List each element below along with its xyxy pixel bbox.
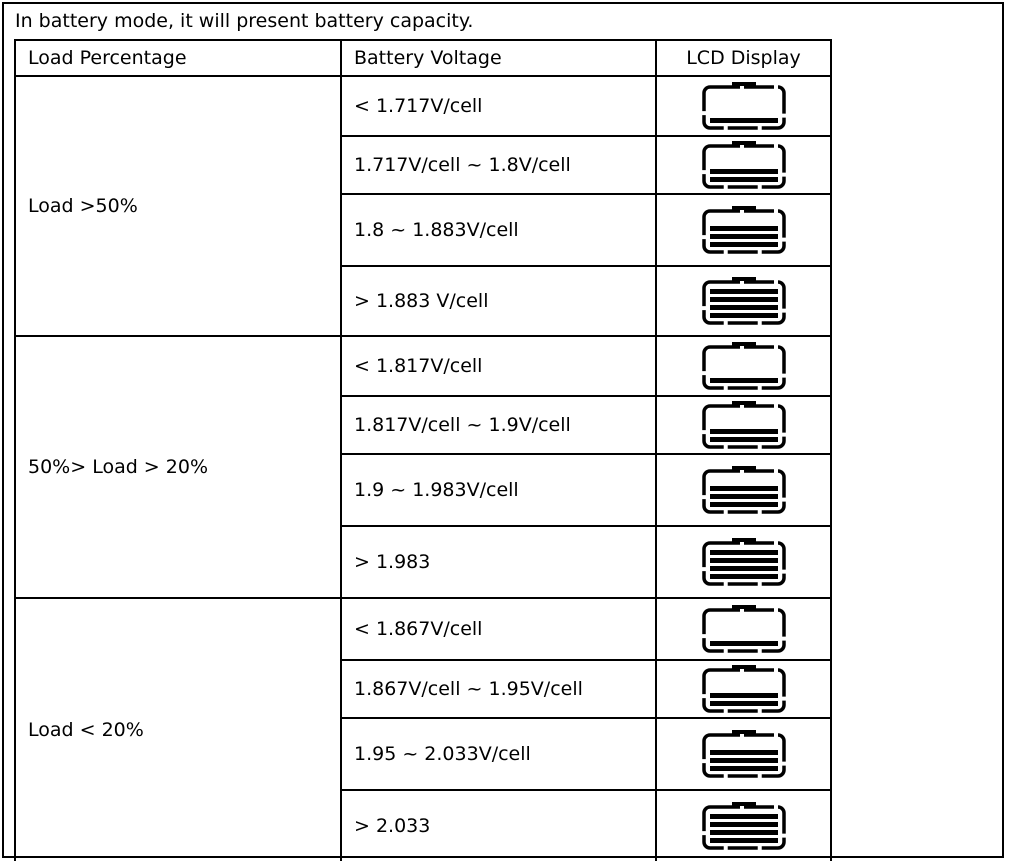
intro-text: In battery mode, it will present battery capacity.: [15, 10, 474, 32]
header-lcd-display: LCD Display: [657, 41, 832, 77]
battery-level-1-icon: [698, 340, 790, 392]
lcd-display-cell: [657, 455, 832, 527]
battery-level-4-icon: [698, 275, 790, 327]
battery-voltage-cell: > 1.983: [342, 527, 657, 599]
lcd-display-cell: [657, 661, 832, 719]
battery-level-4-icon: [698, 800, 790, 852]
battery-capacity-table: [14, 39, 832, 861]
load-group-label: Load < 20%: [16, 599, 342, 861]
battery-voltage-cell: < 1.817V/cell: [342, 337, 657, 397]
lcd-display-cell: [657, 397, 832, 455]
lcd-display-cell: [657, 599, 832, 661]
lcd-display-cell: [657, 267, 832, 337]
battery-level-2-icon: [698, 663, 790, 715]
header-battery-voltage: Battery Voltage: [342, 41, 657, 77]
battery-level-4-icon: [698, 536, 790, 588]
battery-level-3-icon: [698, 204, 790, 256]
battery-level-3-icon: [698, 728, 790, 780]
lcd-display-cell: [657, 337, 832, 397]
lcd-display-cell: [657, 791, 832, 861]
load-group-label: 50%> Load > 20%: [16, 337, 342, 599]
lcd-display-cell: [657, 137, 832, 195]
battery-level-2-icon: [698, 139, 790, 191]
lcd-display-cell: [657, 77, 832, 137]
battery-voltage-cell: 1.717V/cell ~ 1.8V/cell: [342, 137, 657, 195]
load-group-label: Load >50%: [16, 77, 342, 337]
battery-voltage-cell: > 2.033: [342, 791, 657, 861]
header-load-percentage: Load Percentage: [16, 41, 342, 77]
battery-level-2-icon: [698, 399, 790, 451]
battery-level-1-icon: [698, 603, 790, 655]
battery-voltage-cell: 1.95 ~ 2.033V/cell: [342, 719, 657, 791]
battery-voltage-cell: < 1.717V/cell: [342, 77, 657, 137]
lcd-display-cell: [657, 719, 832, 791]
battery-voltage-cell: < 1.867V/cell: [342, 599, 657, 661]
battery-level-3-icon: [698, 464, 790, 516]
lcd-display-cell: [657, 195, 832, 267]
lcd-display-cell: [657, 527, 832, 599]
battery-level-1-icon: [698, 80, 790, 132]
battery-voltage-cell: > 1.883 V/cell: [342, 267, 657, 337]
battery-voltage-cell: 1.8 ~ 1.883V/cell: [342, 195, 657, 267]
battery-voltage-cell: 1.817V/cell ~ 1.9V/cell: [342, 397, 657, 455]
battery-voltage-cell: 1.867V/cell ~ 1.95V/cell: [342, 661, 657, 719]
battery-voltage-cell: 1.9 ~ 1.983V/cell: [342, 455, 657, 527]
